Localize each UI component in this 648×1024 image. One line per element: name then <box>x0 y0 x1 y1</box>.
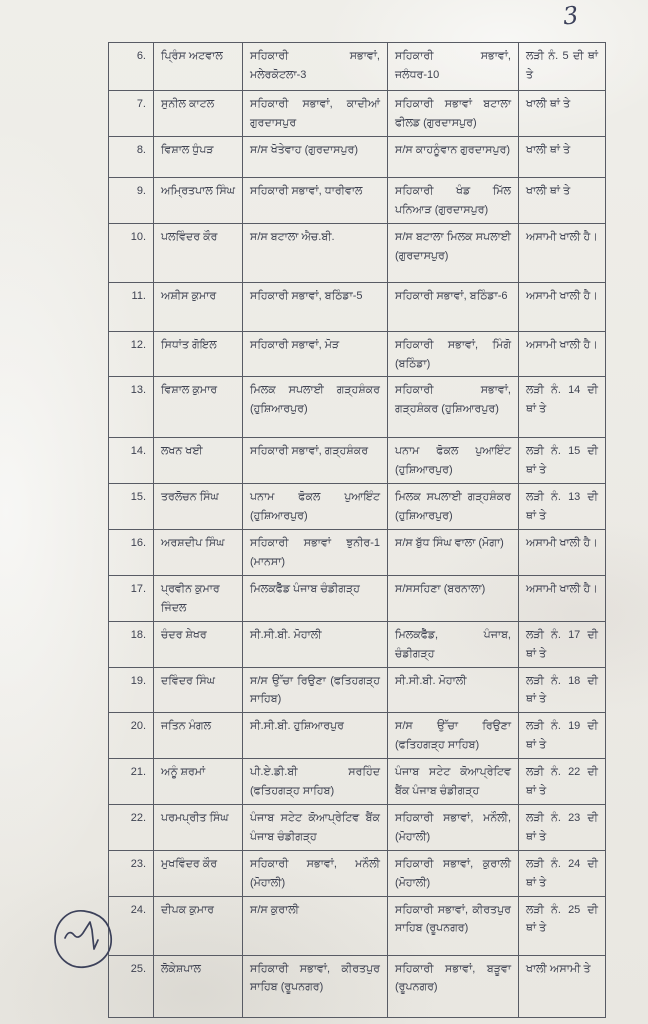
table-row <box>109 438 606 484</box>
handwritten-circled-initial <box>50 908 118 974</box>
employee-name-cell: ਅਮ੍ਰਿਤਪਾਲ ਸਿੰਘ <box>154 177 243 223</box>
employee-name-cell: ਲੋਕੇਸ਼ਪਾਲ <box>154 955 243 1017</box>
remarks-cell: ਲੜੀ ਨੰ. 18 ਦੀ ਥਾਂ ਤੇ <box>519 667 606 713</box>
employee-name-cell: ਮੁਖਵਿੰਦਰ ਕੌਰ <box>154 850 243 896</box>
serial-number-cell: 8. <box>109 136 154 177</box>
serial-number-cell: 7. <box>109 91 154 137</box>
remarks-cell: ਅਸਾਮੀ ਖਾਲੀ ਹੈ। <box>519 575 606 621</box>
current-posting-cell: ਸ/ਸ ਕੁਰਾਲੀ <box>243 896 388 955</box>
table-row <box>109 896 606 955</box>
employee-name-cell: ਤਰਲੋਚਨ ਸਿੰਘ <box>154 484 243 530</box>
serial-number-cell: 15. <box>109 484 154 530</box>
serial-number-cell: 6. <box>109 43 154 91</box>
current-posting-cell: ਸਹਿਕਾਰੀ ਸਭਾਵਾਂ, ਬਠਿੰਡਾ-5 <box>243 282 388 331</box>
table-row <box>109 43 606 91</box>
table-row <box>109 377 606 438</box>
table-row <box>109 331 606 377</box>
table-row <box>109 223 606 282</box>
remarks-cell: ਲੜੀ ਨੰ. 14 ਦੀ ਥਾਂ ਤੇ <box>519 377 606 438</box>
employee-name-cell: ਸੁਨੀਲ ਕਾਟਲ <box>154 91 243 137</box>
serial-number-cell: 18. <box>109 621 154 667</box>
table-row <box>109 282 606 331</box>
remarks-cell: ਅਸਾਮੀ ਖਾਲੀ ਹੈ। <box>519 530 606 576</box>
remarks-cell: ਲੜੀ ਨੰ. 25 ਦੀ ਥਾਂ ਤੇ <box>519 896 606 955</box>
new-posting-cell: ਸਹਿਕਾਰੀ ਸਭਾਵਾਂ, ਕੀਰਤਪੁਰ ਸਾਹਿਬ (ਰੂਪਨਗਰ) <box>388 896 519 955</box>
employee-name-cell: ਪਰਮਪ੍ਰੀਤ ਸਿੰਘ <box>154 804 243 850</box>
new-posting-cell: ਸਹਿਕਾਰੀ ਸਭਾਵਾਂ, ਮਨੌਲੀ, (ਮੋਹਾਲੀ) <box>388 804 519 850</box>
table-row <box>109 530 606 576</box>
remarks-cell: ਅਸਾਮੀ ਖਾਲੀ ਹੈ। <box>519 223 606 282</box>
remarks-cell: ਲੜੀ ਨੰ. 13 ਦੀ ਥਾਂ ਤੇ <box>519 484 606 530</box>
serial-number-cell: 25. <box>109 955 154 1017</box>
serial-number-cell: 17. <box>109 575 154 621</box>
serial-number-cell: 14. <box>109 438 154 484</box>
current-posting-cell: ਸ/ਸ ਉੱਚਾ ਰਿਉਣਾ (ਫਤਿਹਗੜ੍ਹ ਸਾਹਿਬ) <box>243 667 388 713</box>
new-posting-cell: ਸ/ਸਸਹਿਣਾ (ਬਰਨਾਲਾ) <box>388 575 519 621</box>
table-row <box>109 136 606 177</box>
table-row <box>109 850 606 896</box>
serial-number-cell: 21. <box>109 759 154 805</box>
current-posting-cell: ਸ/ਸ ਬਟਾਲਾ ਐਚ.ਬੀ. <box>243 223 388 282</box>
employee-name-cell: ਲਖਨ ਖਈ <box>154 438 243 484</box>
new-posting-cell: ਸਹਿਕਾਰੀ ਖੰਡ ਮਿੱਲ ਪਨਿਆੜ (ਗੁਰਦਾਸਪੁਰ) <box>388 177 519 223</box>
new-posting-cell: ਸਹਿਕਾਰੀ ਸਭਾਵਾਂ, ਬਠਿੰਡਾ-6 <box>388 282 519 331</box>
remarks-cell: ਅਸਾਮੀ ਖਾਲੀ ਹੈ। <box>519 282 606 331</box>
table-row <box>109 713 606 759</box>
new-posting-cell: ਸਹਿਕਾਰੀ ਸਭਾਵਾਂ, ਕੁਰਾਲੀ (ਮੋਹਾਲੀ) <box>388 850 519 896</box>
table-row <box>109 955 606 1017</box>
remarks-cell: ਖਾਲੀ ਥਾਂ ਤੇ <box>519 91 606 137</box>
new-posting-cell: ਪੰਜਾਬ ਸਟੇਟ ਕੋਆਪ੍ਰੇਟਿਵ ਬੈਂਕ ਪੰਜਾਬ ਚੰਡੀਗੜ੍ਹ <box>388 759 519 805</box>
current-posting-cell: ਸਹਿਕਾਰੀ ਸਭਾਵਾਂ, ਕੀਰਤਪੁਰ ਸਾਹਿਬ (ਰੂਪਨਗਰ) <box>243 955 388 1017</box>
current-posting-cell: ਸਹਿਕਾਰੀ ਸਭਾਵਾਂ, ਧਾਰੀਵਾਲ <box>243 177 388 223</box>
remarks-cell: ਅਸਾਮੀ ਖਾਲੀ ਹੈ। <box>519 331 606 377</box>
new-posting-cell: ਮਿਲਕਫੈੱਡ, ਪੰਜਾਬ, ਚੰਡੀਗੜ੍ਹ <box>388 621 519 667</box>
remarks-cell: ਲੜੀ ਨੰ. 19 ਦੀ ਥਾਂ ਤੇ <box>519 713 606 759</box>
current-posting-cell: ਮਿਲਕਫੈੱਡ ਪੰਜਾਬ ਚੰਡੀਗੜ੍ਹ <box>243 575 388 621</box>
current-posting-cell: ਸਹਿਕਾਰੀ ਸਭਾਵਾਂ ਝੁਨੀਰ-1 (ਮਾਨਸਾ) <box>243 530 388 576</box>
new-posting-cell: ਸਹਿਕਾਰੀ ਸਭਾਵਾਂ, ਜਲੰਧਰ-10 <box>388 43 519 91</box>
new-posting-cell: ਮਿਲਕ ਸਪਲਾਈ ਗੜ੍ਹਸ਼ੰਕਰ (ਹੁਸ਼ਿਆਰਪੁਰ) <box>388 484 519 530</box>
employee-name-cell: ਪ੍ਰਿੰਸ ਅਟਵਾਲ <box>154 43 243 91</box>
new-posting-cell: ਸਹਿਕਾਰੀ ਸਭਾਵਾਂ, ਗੜ੍ਹਸ਼ੰਕਰ (ਹੁਸ਼ਿਆਰਪੁਰ) <box>388 377 519 438</box>
serial-number-cell: 24. <box>109 896 154 955</box>
table-row <box>109 91 606 137</box>
employee-name-cell: ਪਲਵਿੰਦਰ ਕੌਰ <box>154 223 243 282</box>
current-posting-cell: ਸ/ਸ ਖੋਤੇਵਾਹ (ਗੁਰਦਾਸਪੁਰ) <box>243 136 388 177</box>
table-row <box>109 667 606 713</box>
serial-number-cell: 12. <box>109 331 154 377</box>
table-row <box>109 177 606 223</box>
current-posting-cell: ਸਹਿਕਾਰੀ ਸਭਾਵਾਂ, ਗੜ੍ਹਸ਼ੰਕਰ <box>243 438 388 484</box>
serial-number-cell: 9. <box>109 177 154 223</box>
handwritten-page-number: 3 <box>561 1 580 31</box>
serial-number-cell: 13. <box>109 377 154 438</box>
table-row <box>109 804 606 850</box>
new-posting-cell: ਸ/ਸ ਬਟਾਲਾ ਮਿਲਕ ਸਪਲਾਈ (ਗੁਰਦਾਸਪੁਰ) <box>388 223 519 282</box>
current-posting-cell: ਸੀ.ਸੀ.ਬੀ. ਹੁਸ਼ਿਆਰਪੁਰ <box>243 713 388 759</box>
employee-name-cell: ਵਿਸ਼ਾਲ ਧੁੰਪੜ <box>154 136 243 177</box>
serial-number-cell: 23. <box>109 850 154 896</box>
remarks-cell: ਲੜੀ ਨੰ. 5 ਦੀ ਥਾਂ ਤੇ <box>519 43 606 91</box>
employee-name-cell: ਵਿਸ਼ਾਲ ਕੁਮਾਰ <box>154 377 243 438</box>
transfer-postings-table <box>108 42 606 1018</box>
remarks-cell: ਲੜੀ ਨੰ. 17 ਦੀ ਥਾਂ ਤੇ <box>519 621 606 667</box>
remarks-cell: ਖਾਲੀ ਥਾਂ ਤੇ <box>519 177 606 223</box>
serial-number-cell: 16. <box>109 530 154 576</box>
remarks-cell: ਖਾਲੀ ਅਸਾਮੀ ਤੇ <box>519 955 606 1017</box>
employee-name-cell: ਸਿਧਾਂਤ ਗੋਇਲ <box>154 331 243 377</box>
current-posting-cell: ਪਨਾਮ ਫੋਕਲ ਪੁਆਇੰਟ (ਹੁਸ਼ਿਆਰਪੁਰ) <box>243 484 388 530</box>
remarks-cell: ਲੜੀ ਨੰ. 15 ਦੀ ਥਾਂ ਤੇ <box>519 438 606 484</box>
table-row <box>109 759 606 805</box>
serial-number-cell: 20. <box>109 713 154 759</box>
employee-name-cell: ਚੰਦਰ ਸ਼ੇਖਰ <box>154 621 243 667</box>
employee-name-cell: ਦਵਿੰਦਰ ਸਿੰਘ <box>154 667 243 713</box>
new-posting-cell: ਸਹਿਕਾਰੀ ਸਭਾਵਾਂ, ਬੜੂਵਾ (ਰੂਪਨਗਰ) <box>388 955 519 1017</box>
serial-number-cell: 19. <box>109 667 154 713</box>
employee-name-cell: ਦੀਪਕ ਕੁਮਾਰ <box>154 896 243 955</box>
serial-number-cell: 10. <box>109 223 154 282</box>
employee-name-cell: ਪ੍ਰਵੀਨ ਕੁਮਾਰ ਜਿੰਦਲ <box>154 575 243 621</box>
current-posting-cell: ਸਹਿਕਾਰੀ ਸਭਾਵਾਂ, ਕਾਦੀਆਂ ਗੁਰਦਾਸਪੁਰ <box>243 91 388 137</box>
remarks-cell: ਖਾਲੀ ਥਾਂ ਤੇ <box>519 136 606 177</box>
current-posting-cell: ਸਹਿਕਾਰੀ ਸਭਾਵਾਂ, ਮਨੌਲੀ (ਮੋਹਾਲੀ) <box>243 850 388 896</box>
current-posting-cell: ਪੀ.ਏ.ਡੀ.ਬੀ ਸਰਹਿੰਦ (ਫਤਿਹਗੜ੍ਹ ਸਾਹਿਬ) <box>243 759 388 805</box>
new-posting-cell: ਸ/ਸ ਉੱਚਾ ਰਿਉਣਾ (ਫਤਿਹਗੜ੍ਹ ਸਾਹਿਬ) <box>388 713 519 759</box>
employee-name-cell: ਅਸ਼ੀਸ ਕੁਮਾਰ <box>154 282 243 331</box>
current-posting-cell: ਸਹਿਕਾਰੀ ਸਭਾਵਾਂ, ਮੋੜ <box>243 331 388 377</box>
new-posting-cell: ਸ/ਸ ਕਾਹਨੂੰਵਾਨ ਗੁਰਦਾਸਪੁਰ) <box>388 136 519 177</box>
table-row <box>109 621 606 667</box>
current-posting-cell: ਸੀ.ਸੀ.ਬੀ. ਮੋਹਾਲੀ <box>243 621 388 667</box>
current-posting-cell: ਸਹਿਕਾਰੀ ਸਭਾਵਾਂ, ਮਲੇਰਕੋਟਲਾ-3 <box>243 43 388 91</box>
new-posting-cell: ਸਹਿਕਾਰੀ ਸਭਾਵਾਂ, ਮਿੰਗੋ (ਬਠਿੰਡਾ) <box>388 331 519 377</box>
employee-name-cell: ਅਨੂੰ ਸ਼ਰਮਾਂ <box>154 759 243 805</box>
employee-name-cell: ਅਰਸ਼ਦੀਪ ਸਿੰਘ <box>154 530 243 576</box>
table-row <box>109 575 606 621</box>
new-posting-cell: ਸਹਿਕਾਰੀ ਸਭਾਵਾਂ ਬਟਾਲਾ ਫੀਲਡ (ਗੁਰਦਾਸਪੁਰ) <box>388 91 519 137</box>
remarks-cell: ਲੜੀ ਨੰ. 23 ਦੀ ਥਾਂ ਤੇ <box>519 804 606 850</box>
remarks-cell: ਲੜੀ ਨੰ. 24 ਦੀ ਥਾਂ ਤੇ <box>519 850 606 896</box>
serial-number-cell: 22. <box>109 804 154 850</box>
employee-name-cell: ਜਤਿਨ ਮੰਗਲ <box>154 713 243 759</box>
new-posting-cell: ਸੀ.ਸੀ.ਬੀ. ਮੋਹਾਲੀ <box>388 667 519 713</box>
table-row <box>109 484 606 530</box>
new-posting-cell: ਪਨਾਮ ਫੋਕਲ ਪੁਆਇੰਟ (ਹੁਸ਼ਿਆਰਪੁਰ) <box>388 438 519 484</box>
serial-number-cell: 11. <box>109 282 154 331</box>
remarks-cell: ਲੜੀ ਨੰ. 22 ਦੀ ਥਾਂ ਤੇ <box>519 759 606 805</box>
current-posting-cell: ਪੰਜਾਬ ਸਟੇਟ ਕੋਆਪ੍ਰੇਟਿਵ ਬੈਂਕ ਪੰਜਾਬ ਚੰਡੀਗੜ੍ਹ <box>243 804 388 850</box>
new-posting-cell: ਸ/ਸ ਬੁੱਧ ਸਿੰਘ ਵਾਲਾ (ਮੋਗਾ) <box>388 530 519 576</box>
current-posting-cell: ਮਿਲਕ ਸਪਲਾਈ ਗੜ੍ਹਸ਼ੰਕਰ (ਹੁਸ਼ਿਆਰਪੁਰ) <box>243 377 388 438</box>
